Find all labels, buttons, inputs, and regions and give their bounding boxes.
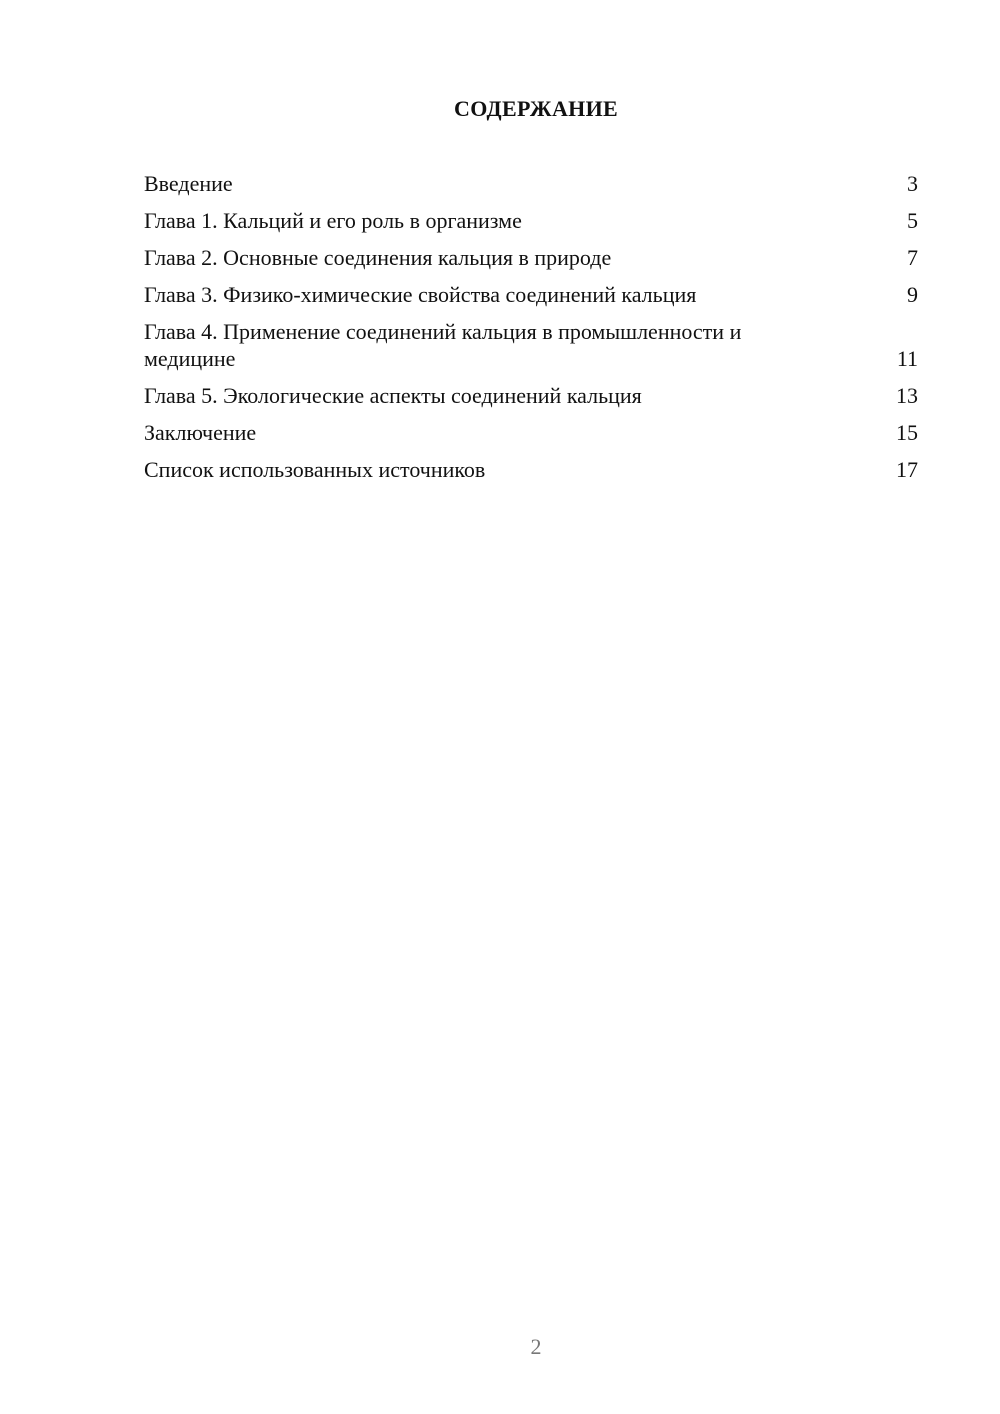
toc-entry-chapter-4 bbox=[144, 318, 918, 372]
table-of-contents bbox=[144, 170, 918, 493]
toc-entry-chapter-1 bbox=[144, 207, 918, 234]
toc-entry-chapter-3 bbox=[144, 281, 918, 308]
toc-title: СОДЕРЖАНИЕ bbox=[454, 96, 618, 121]
toc-entry-label: Введение bbox=[144, 171, 233, 196]
toc-entry-label: Заключение bbox=[144, 420, 257, 445]
toc-entry-chapter-5 bbox=[144, 382, 918, 409]
toc-entry-references bbox=[144, 456, 918, 483]
toc-entry-label: Глава 4. Применение соединений кальция в промышленности и медицине bbox=[144, 319, 742, 371]
toc-entry-page: 13 bbox=[896, 383, 918, 408]
toc-entry-page: 7 bbox=[907, 245, 918, 270]
toc-entry-conclusion bbox=[144, 419, 918, 446]
toc-entry-page: 15 bbox=[896, 420, 918, 445]
toc-entry-page: 17 bbox=[896, 457, 918, 482]
toc-entry-label: Глава 5. Экологические аспекты соединений кальция bbox=[144, 383, 642, 408]
toc-entry-page: 9 bbox=[907, 282, 918, 307]
toc-entry-label: Глава 2. Основные соединения кальция в природе bbox=[144, 245, 612, 270]
toc-entry-page: 5 bbox=[907, 208, 918, 233]
page-number: 2 bbox=[530, 1334, 542, 1359]
toc-entry-label: Глава 3. Физико-химические свойства соединений кальция bbox=[144, 282, 697, 307]
toc-entry-label: Глава 1. Кальций и его роль в организме bbox=[144, 208, 522, 233]
toc-entry-label: Список использованных источников bbox=[144, 457, 486, 482]
toc-entry-page: 3 bbox=[907, 171, 918, 196]
toc-entry-introduction bbox=[144, 170, 918, 197]
toc-entry-page: 11 bbox=[896, 346, 918, 371]
toc-entry-chapter-2 bbox=[144, 244, 918, 271]
